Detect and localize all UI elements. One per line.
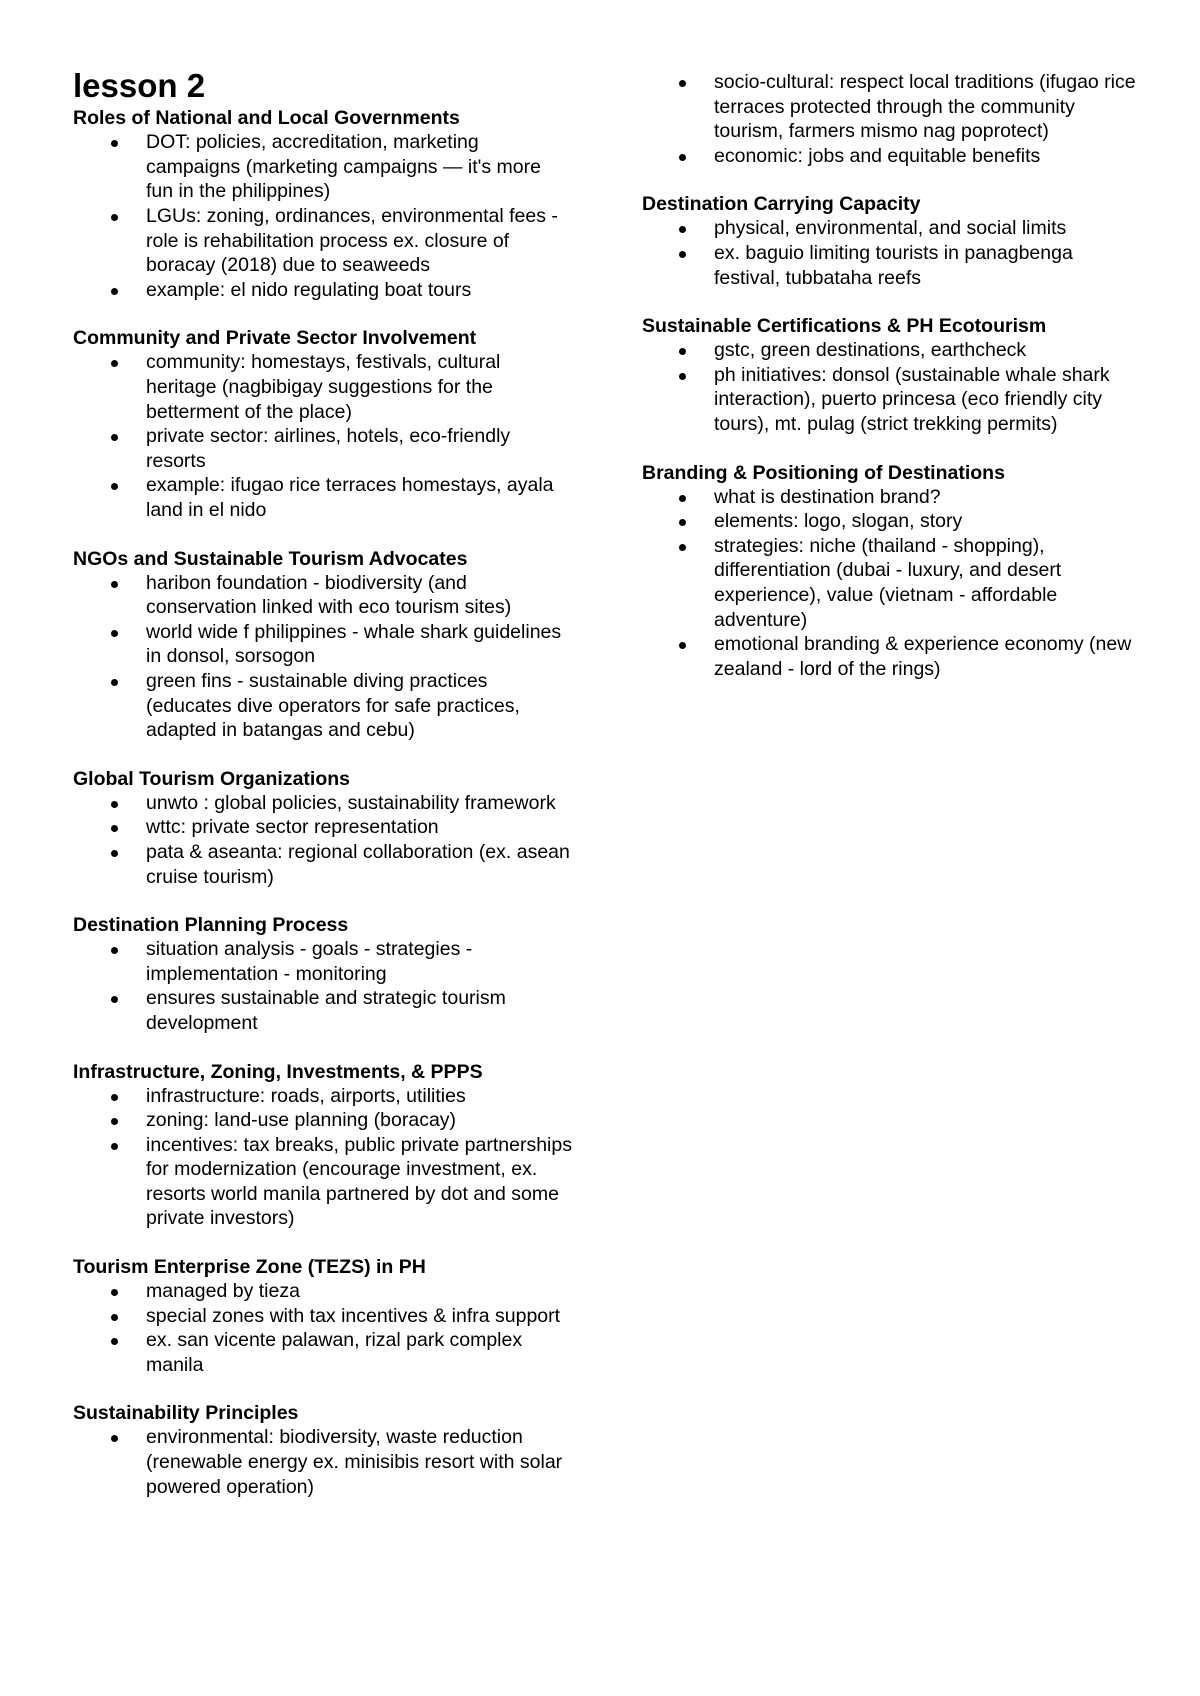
list-item-text: green fins - sustainable diving practices (educates dive operators for safe practices, adapted in batangas and cebu) [146,669,520,742]
section-heading: NGOs and Sustainable Tourism Advocates [73,547,468,570]
list-item [73,571,573,620]
list-item-text: strategies: niche (thailand - shopping), differentiation (dubai - luxury, and desert experience), value (vietnam - affordable adventure) [714,534,1062,631]
bullet-icon [111,1435,118,1442]
list-item-text: example: ifugao rice terraces homestays, ayala land in el nido [146,474,554,522]
section [73,326,573,522]
section-heading: Sustainable Certifications & PH Ecotourism [642,315,1047,338]
section-heading: Destination Carrying Capacity [642,193,921,216]
list-item [73,815,573,840]
bullet-list [73,1084,573,1232]
section [73,1255,573,1377]
list-item [642,485,1142,510]
section-heading: Destination Planning Process [73,914,349,937]
section [73,106,573,302]
bullet-icon [111,1289,118,1296]
list-item [73,350,573,424]
bullet-icon [111,1094,118,1101]
bullet-icon [111,483,118,490]
section [73,547,573,743]
section [642,192,1142,290]
bullet-icon [111,140,118,147]
list-item [73,1084,573,1109]
list-item-text: LGUs: zoning, ordinances, environmental fees - role is rehabilitation process ex. closure of boracay (2018) due to seaweeds [146,205,558,277]
bullet-list [73,350,573,522]
list-item [73,1108,573,1133]
bullet-icon [679,154,686,161]
page-title: lesson 2 [73,67,206,104]
bullet-icon [679,373,686,380]
list-item-text: ex. baguio limiting tourists in panagbenga festival, tubbataha reefs [714,241,1073,289]
bullet-icon [111,801,118,808]
bullet-list [642,70,1142,168]
section-heading: Infrastructure, Zoning, Investments, & PPPS [73,1060,483,1083]
list-item-text: DOT: policies, accreditation, marketing campaigns (marketing campaigns — it's more fun in the philippines) [146,131,541,203]
bullet-icon [679,348,686,355]
bullet-list [642,485,1142,682]
list-item-text: managed by tieza [146,1280,300,1303]
list-item [642,241,1142,290]
list-item-text: haribon foundation - biodiversity (and conservation linked with eco tourism sites) [146,571,512,619]
bullet-icon [679,80,686,87]
list-item [642,216,1142,241]
bullet-list [73,130,573,302]
section [642,461,1142,682]
list-item [642,70,1142,144]
section-heading: Sustainability Principles [73,1402,299,1425]
right-sections [642,70,1142,681]
list-item [642,509,1142,534]
list-item-text: ensures sustainable and strategic tourism development [146,987,506,1034]
list-item-text: zoning: land-use planning (boracay) [146,1109,457,1132]
bullet-list [642,216,1142,290]
list-item-text: pata & aseanta: regional collaboration (ex. asean cruise tourism) [146,840,570,888]
list-item [73,204,573,278]
list-item-text: ph initiatives: donsol (sustainable whale shark interaction), puerto princesa (eco friendly city tours), mt. pulag (strict trekking permits) [714,363,1110,435]
list-item [73,473,573,522]
bullet-list [73,791,573,889]
list-item-text: ex. san vicente palawan, rizal park complex manila [146,1329,523,1376]
section-heading: Community and Private Sector Involvement [73,327,477,350]
section-heading: Roles of National and Local Governments [73,107,460,130]
bullet-list [73,1279,573,1377]
list-item-text: situation analysis - goals - strategies - implementation - monitoring [146,938,473,985]
list-item-text: example: el nido regulating boat tours [146,278,472,301]
list-item-text: private sector: airlines, hotels, eco-friendly resorts [146,425,511,472]
list-item [642,144,1142,169]
bullet-icon [679,519,686,526]
bullet-icon [111,1314,118,1321]
list-item-text: economic: jobs and equitable benefits [714,144,1041,167]
bullet-list [642,338,1142,436]
bullet-icon [111,947,118,954]
bullet-list [73,1425,573,1499]
list-item [73,1133,573,1231]
list-item [73,130,573,204]
list-item-text: special zones with tax incentives & infra support [146,1304,561,1327]
list-item [73,1304,573,1329]
list-item [73,986,573,1035]
bullet-icon [679,544,686,551]
list-item [73,937,573,986]
list-item [642,632,1142,681]
section [73,1401,573,1499]
bullet-icon [111,996,118,1003]
list-item [73,278,573,303]
bullet-icon [111,679,118,686]
section [642,314,1142,436]
bullet-icon [679,495,686,502]
list-item-text: unwto : global policies, sustainability framework [146,791,556,814]
list-item-text: world wide f philippines - whale shark guidelines in donsol, sorsogon [146,620,562,668]
bullet-icon [679,226,686,233]
list-item-text: what is destination brand? [714,485,941,508]
section [642,70,1142,168]
list-item-text: wttc: private sector representation [146,816,439,839]
bullet-icon [111,1118,118,1125]
list-item [73,669,573,743]
list-item [73,424,573,473]
bullet-icon [679,251,686,258]
section-heading: Global Tourism Organizations [73,767,350,790]
bullet-icon [111,1143,118,1150]
bullet-icon [111,825,118,832]
list-item-text: gstc, green destinations, earthcheck [714,339,1027,362]
list-item [73,1279,573,1304]
bullet-icon [111,214,118,221]
section [73,913,573,1035]
list-item [73,1425,573,1499]
left-sections [73,106,573,1499]
list-item [73,620,573,669]
list-item [642,363,1142,437]
section-heading: Tourism Enterprise Zone (TEZS) in PH [73,1256,426,1279]
list-item-text: incentives: tax breaks, public private partnerships for modernization (encourage investment, ex. resorts world manila partnered by dot and some private investors) [146,1133,572,1230]
list-item-text: physical, environmental, and social limits [714,217,1067,240]
bullet-list [73,571,573,743]
bullet-icon [111,434,118,441]
list-item [642,534,1142,632]
list-item-text: elements: logo, slogan, story [714,510,963,533]
left-column [73,68,573,1523]
bullet-icon [111,1338,118,1345]
section [73,767,573,889]
bullet-icon [111,288,118,295]
list-item [73,840,573,889]
bullet-list [73,937,573,1035]
bullet-icon [111,850,118,857]
bullet-icon [111,360,118,367]
list-item [73,791,573,816]
bullet-icon [679,642,686,649]
list-item [73,1328,573,1377]
list-item-text: emotional branding & experience economy (new zealand - lord of the rings) [714,633,1132,680]
list-item-text: socio-cultural: respect local traditions (ifugao rice terraces protected through the community tourism, farmers mismo nag poprotect) [714,71,1136,143]
section-heading: Branding & Positioning of Destinations [642,461,1005,484]
bullet-icon [111,630,118,637]
list-item-text: community: homestays, festivals, cultural heritage (nagbibigay suggestions for the betterment of the place) [146,351,501,423]
section [73,1060,573,1232]
list-item [642,338,1142,363]
right-column [642,70,1142,705]
list-item-text: environmental: biodiversity, waste reduction (renewable energy ex. minisibis resort with solar powered operation) [146,1426,563,1498]
bullet-icon [111,581,118,588]
list-item-text: infrastructure: roads, airports, utilities [146,1084,466,1107]
